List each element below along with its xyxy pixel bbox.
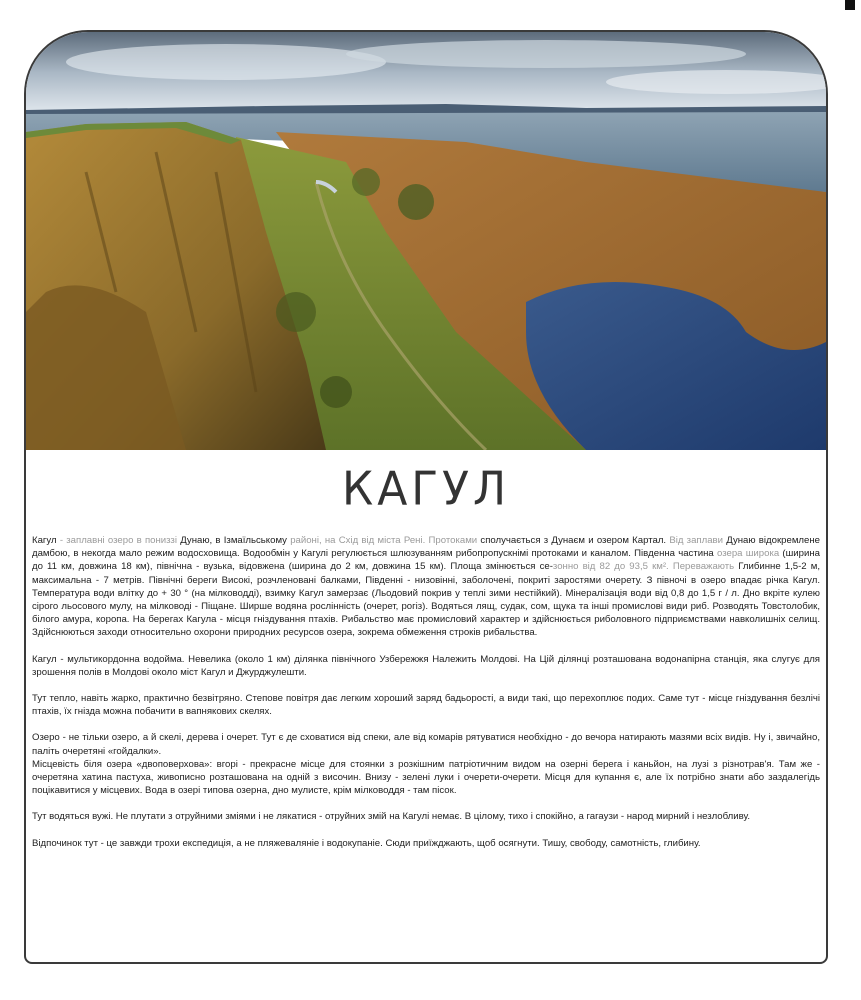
paragraph-text: - заплавні озеро в пониззі [56, 535, 181, 546]
paragraph [32, 758, 820, 798]
article-title: КАГУЛ [341, 462, 511, 517]
paragraph [32, 810, 820, 823]
paragraph [32, 731, 820, 757]
lake-landscape-illustration [26, 32, 826, 450]
paragraph [32, 837, 820, 850]
paragraph [32, 653, 820, 679]
paragraph-text: Кагул - мультикордонна водойма. Невелика (около 1 км) ділянка північного Узбережжя Належить Молдові. На Цій ділянці розташована водонапірна станція, яка слугує для зрошення полів в Молдові около міст Кагул и Джурджулешти. [32, 653, 820, 678]
paragraph-text: зонно від 82 до 93,5 км². Переважають [552, 561, 739, 573]
article-card [24, 30, 828, 964]
corner-mark [845, 0, 855, 10]
paragraph-text: Місцевість біля озера «двоповерхова»: вгорі - прекрасне місце для стоянки з розкішним патріотичним видом на озерні берега і каньйон, на лузі з різнотрав'я. Там же - очеретяна хатина пастуха, живописно розташована на одній з височин. Внизу - зелені луки і очерети-очерети. Місця для купання є, але їх потрібно знати або заздалегідь поцікавитися у місцевих. Вода в озері типова озерна, дно мулисте, крім мілководдя - там пісок. [32, 758, 820, 797]
paragraph-text: (ширина до 11 км, довжина 18 км), північна - вузька, відовжена (ширина до 2 км, довжина 15 км). Площа змінюється се- [32, 548, 820, 573]
paragraph-text: Тут водяться вужі. Не плутати з отруйними зміями і не лякатися - отруйних змій на Кагулі немає. В цілому, тихо і спокійно, а гагаузи - народ мирний і незлобливу. [32, 811, 751, 823]
paragraph-text: Дунаю, в Ізмаїльському [180, 535, 291, 546]
paragraph-text: Глибинне 1,5-2 м, максимальна - 7 метрів. Північні береги Високі, розчленовані балками, Південні - низовінні, заболочені, покриті заростями очерету. З півночі в озеро впадає річка Кагул. Температура води влітку до + 30 ° (на мілководді), взимку Кагул замерзає (Льодовий покрив у теплі зими нестійкий). Мінералізація води від 0,8 до 1,5 г / л. Дно вкріте кулею сірого льосового мулу, на мілководі - Піщане. Ширше водяна рослінність (очерет, рогіз). Водяться лящ, судак, сом, щука та інші промислові види риб. Розводять Товстолобик, білого амура, коропа. На берегах Кагула - місця гніздування птахів. Рибальство має промисловий характер и здійснюється риболовного підприємствами навколишніх селищ. Здійснюються заходи относительно охорони природних ресурсов озера, зокрема обмеження строків рибальства. [32, 561, 821, 639]
paragraph-text: Озеро - не тільки озеро, а й скелі, дерева і очерет. Тут є де сховатися від спеки, але від комарів рятуватися необхідно - до вечора натирають мазями всіх видів. Ну і, звичайно, паліть очеретяні «гойдалки». [32, 732, 820, 757]
paragraph-text: сполучається з Дунаєм и озером Картал. [480, 535, 670, 546]
paragraph-text: Відпочинок тут - це завжди трохи експедиція, а не пляжеваляніе і водокупаніе. Сюди приїжджають, щоб осягнути. Тишу, свободу, самотність, глибину. [32, 837, 701, 849]
paragraph-text: Кагул [32, 535, 57, 546]
paragraph [32, 692, 820, 718]
paragraph-text: Дунаю відокремлене дамбою, в [32, 535, 820, 560]
paragraph-text: некогда мало режим водосховища. Водообмін у Кагулі регулюється шлюзуванням рибопропускнімі протоками и каналом. Південна частина [81, 548, 717, 560]
paragraph-text: районі, на Схід від міста Рені. Протоками [290, 535, 481, 546]
article-body [32, 534, 820, 863]
paragraph-text: Тут тепло, навіть жарко, практично безвітряно. Степове повітря дає легким хороший заряд бадьорості, а види такі, що перехоплює подих. Саме тут - місце гніздування безлічі птахів, їх гнізда можна побачити в вапнякових скелях. [32, 693, 820, 718]
paragraph [32, 534, 820, 640]
paragraph-text: озера широка [716, 548, 783, 560]
lake-landscape-photo [26, 32, 826, 450]
paragraph-text: Від заплави [669, 535, 727, 546]
